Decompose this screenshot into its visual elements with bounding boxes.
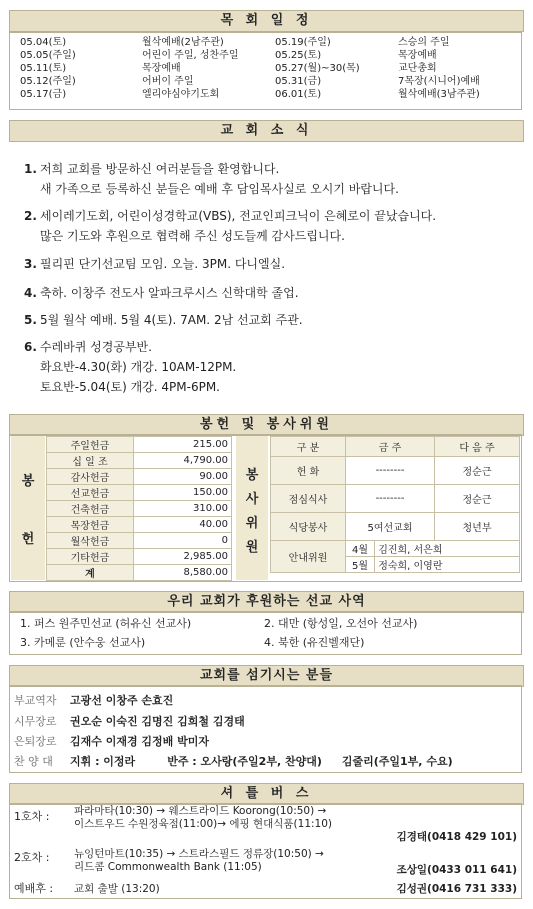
servant-row: 부교역자 고광선 이창주 손효진 bbox=[14, 694, 174, 707]
service-row bbox=[271, 513, 520, 541]
schedule-date: 05.12(주일) bbox=[20, 76, 76, 87]
offering-amount: 90.00 bbox=[133, 469, 231, 485]
service-role: 점심식사 bbox=[271, 485, 346, 513]
shuttle-title: 셔 틀 버 스 bbox=[9, 783, 524, 805]
mission-item: 3. 카메룬 (안수웅 선교사) bbox=[20, 636, 146, 649]
schedule-event: 7목장(시니어)예배 bbox=[398, 76, 480, 87]
service-row bbox=[271, 485, 520, 513]
schedule-event: 목장예배 bbox=[398, 50, 437, 61]
schedule-date: 06.01(토) bbox=[275, 89, 322, 100]
schedule-event: 엘리야심야기도회 bbox=[142, 89, 220, 100]
servant-row: 시무장로 권오순 이숙진 김명진 김희철 김경태 bbox=[14, 715, 245, 728]
news-item bbox=[24, 160, 279, 178]
bus2-route: 뉴잉턴마트(10:35) → 스트라스필드 정류장(10:50) → bbox=[74, 848, 324, 860]
offering-label: 선교헌금 bbox=[47, 485, 134, 501]
missions-title: 우리 교회가 후원하는 선교 사역 bbox=[9, 591, 524, 613]
news-item bbox=[24, 207, 436, 225]
news-item-text: 수레바퀴 성경공부반. bbox=[40, 340, 152, 354]
news-item-number: 1. bbox=[24, 162, 37, 176]
service-next: 청년부 bbox=[435, 513, 520, 541]
service-table bbox=[270, 436, 520, 573]
bus2-driver: 조상일(0433 011 641) bbox=[396, 864, 517, 876]
news-item-text: 5월 월삭 예배. 5월 4(토). 7AM. 2남 선교회 주관. bbox=[40, 313, 303, 327]
offering-label: 주일헌금 bbox=[47, 437, 134, 453]
schedule-date: 05.04(토) bbox=[20, 37, 67, 48]
offering-amount: 310.00 bbox=[133, 501, 231, 517]
offering-row bbox=[47, 533, 232, 549]
schedule-event: 어린이 주일, 성찬주일 bbox=[142, 50, 239, 61]
news-item-number: 3. bbox=[24, 257, 37, 271]
offering-amount: 2,985.00 bbox=[133, 549, 231, 565]
service-header-next: 다 음 주 bbox=[435, 437, 520, 457]
offering-row bbox=[47, 501, 232, 517]
offering-label: 건축헌금 bbox=[47, 501, 134, 517]
offering-row bbox=[47, 565, 232, 581]
offering-label: 계 bbox=[47, 565, 134, 581]
schedule-title: 목 회 일 정 bbox=[9, 10, 524, 32]
schedule-event: 교단총회 bbox=[398, 63, 437, 74]
offering-label: 월삭헌금 bbox=[47, 533, 134, 549]
service-this: -------- bbox=[346, 457, 435, 485]
mission-item: 2. 대만 (항성일, 오선아 선교사) bbox=[264, 617, 418, 630]
service-header-role: 구 분 bbox=[271, 437, 346, 457]
schedule-date: 05.31(금) bbox=[275, 76, 322, 87]
service-this: 5여선교회 bbox=[346, 513, 435, 541]
offering-amount: 8,580.00 bbox=[133, 565, 231, 581]
news-item-line: 많은 기도와 후원으로 협력해 주신 성도들께 감사드립니다. bbox=[40, 229, 345, 243]
schedule-event: 스승의 주일 bbox=[398, 37, 450, 48]
offering-row bbox=[47, 549, 232, 565]
news-item-line: 화요반-4.30(화) 개강. 10AM-12PM. bbox=[40, 360, 237, 374]
offering-row bbox=[47, 453, 232, 469]
news-item-text: 세이레기도회, 어린이성경학교(VBS), 전교인피크닉이 은혜로이 끝났습니다. bbox=[40, 209, 437, 223]
offering-title: 봉헌 및 봉사위원 bbox=[9, 414, 524, 436]
offering-amount: 0 bbox=[133, 533, 231, 549]
offering-amount: 4,790.00 bbox=[133, 453, 231, 469]
offering-amount: 40.00 bbox=[133, 517, 231, 533]
guide-row: 4월 김진희, 서은희 bbox=[346, 541, 520, 557]
news-item-text: 축하. 이창주 전도사 알파크루시스 신학대학 졸업. bbox=[40, 286, 299, 300]
offering-row bbox=[47, 517, 232, 533]
offering-amount: 215.00 bbox=[133, 437, 231, 453]
bus2-label: 2호차 : bbox=[14, 851, 50, 864]
bus1-label: 1호차 : bbox=[14, 810, 50, 823]
mission-item: 4. 북한 (유진벨재단) bbox=[264, 636, 365, 649]
news-item-line: 토요반-5.04(토) 개강. 4PM-6PM. bbox=[40, 380, 221, 394]
schedule-date: 05.19(주일) bbox=[275, 37, 331, 48]
bus1-driver: 김경태(0418 429 101) bbox=[396, 831, 517, 843]
service-this: -------- bbox=[346, 485, 435, 513]
bus1-route: 이스트우드 수원정육점(11:00)→ 에핑 현대식품(11:10) bbox=[74, 818, 333, 830]
servant-row: 찬 양 대 지휘 : 이정라 반주 : 오사랑(주일2부, 찬양대) 김줄리(주일1부, 수요) bbox=[14, 755, 453, 768]
schedule-date: 05.27(월)~30(목) bbox=[275, 63, 360, 74]
schedule-date: 05.11(토) bbox=[20, 63, 67, 74]
news-item bbox=[24, 255, 285, 273]
mission-item: 1. 퍼스 원주민선교 (허유신 선교사) bbox=[20, 617, 192, 630]
offering-row bbox=[47, 469, 232, 485]
news-item-text: 저희 교회를 방문하신 여러분들을 환영합니다. bbox=[40, 162, 280, 176]
bus1-route: 파라마타(10:30) → 웨스트라이드 Koorong(10:50) → bbox=[74, 805, 327, 817]
service-next: 정순근 bbox=[435, 485, 520, 513]
news-item-text: 필리핀 단기선교팀 모임. 오늘. 3PM. 다니엘실. bbox=[40, 257, 286, 271]
news-item-line: 새 가족으로 등록하신 분들은 예배 후 담임목사실로 오시기 바랍니다. bbox=[40, 182, 399, 196]
offering-row bbox=[47, 437, 232, 453]
bus3-route: 교회 출발 (13:20) bbox=[74, 883, 160, 895]
offering-side-label: 봉 헌 bbox=[11, 436, 45, 580]
service-row bbox=[271, 457, 520, 485]
service-role: 식당봉사 bbox=[271, 513, 346, 541]
news-item-number: 4. bbox=[24, 286, 37, 300]
offering-label: 목장헌금 bbox=[47, 517, 134, 533]
offering-label: 감사헌금 bbox=[47, 469, 134, 485]
news-title: 교 회 소 식 bbox=[9, 120, 524, 142]
offering-label: 기타헌금 bbox=[47, 549, 134, 565]
schedule-date: 05.25(토) bbox=[275, 50, 322, 61]
schedule-date: 05.05(주일) bbox=[20, 50, 76, 61]
servants-title: 교회를 섬기시는 분들 bbox=[9, 665, 524, 687]
schedule-event: 월삭예배(2남주관) bbox=[142, 37, 224, 48]
news-item bbox=[24, 311, 303, 329]
news-item-number: 6. bbox=[24, 340, 37, 354]
offering-table bbox=[46, 436, 232, 581]
guide-row: 5월 정숙희, 이영란 bbox=[346, 557, 520, 573]
news-item-number: 2. bbox=[24, 209, 37, 223]
offering-amount: 150.00 bbox=[133, 485, 231, 501]
servant-row: 은퇴장로 김재수 이재경 김정배 박미자 bbox=[14, 735, 209, 748]
bus3-driver: 김성권(0416 731 333) bbox=[396, 883, 517, 895]
news-item-number: 5. bbox=[24, 313, 37, 327]
guide-role: 안내위원 bbox=[271, 541, 346, 573]
schedule-date: 05.17(금) bbox=[20, 89, 67, 100]
bus3-label: 예배후 : bbox=[14, 882, 54, 895]
bus2-route: 리드콤 Commonwealth Bank (11:05) bbox=[74, 861, 262, 873]
news-item bbox=[24, 284, 299, 302]
offering-label: 십 일 조 bbox=[47, 453, 134, 469]
service-side-label: 봉 사 위 원 bbox=[236, 436, 268, 580]
schedule-event: 월삭예배(3남주관) bbox=[398, 89, 480, 100]
news-item bbox=[24, 338, 152, 356]
offering-row bbox=[47, 485, 232, 501]
service-header-this: 금 주 bbox=[346, 437, 435, 457]
service-next: 정순근 bbox=[435, 457, 520, 485]
schedule-event: 어버이 주일 bbox=[142, 76, 194, 87]
schedule-event: 목장예배 bbox=[142, 63, 181, 74]
service-role: 헌 화 bbox=[271, 457, 346, 485]
